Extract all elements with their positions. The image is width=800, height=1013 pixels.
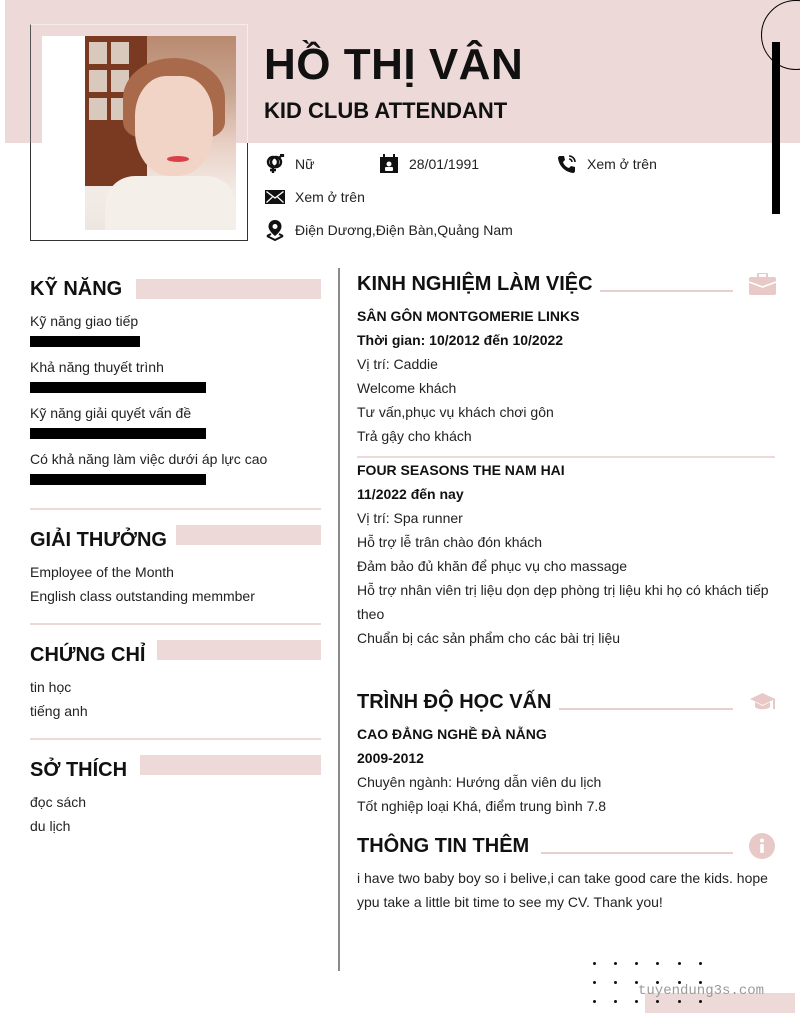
job-company: FOUR SEASONS THE NAM HAI: [357, 462, 565, 478]
hobbies-heading: SỞ THÍCH: [30, 759, 128, 781]
skill-level-bar: [30, 382, 206, 393]
contact-phone: [557, 154, 657, 174]
job-detail: Tư vấn,phục vụ khách chơi gôn: [357, 404, 554, 420]
section-separator: [30, 508, 321, 510]
photo-mask: [42, 36, 85, 230]
section-separator: [30, 623, 321, 625]
watermark: tuyendung3s.com: [638, 983, 765, 999]
location-pin-icon: [265, 220, 285, 240]
awards-heading-bar: [176, 525, 321, 545]
job-detail: Hỗ trợ lễ trân chào đón khách: [357, 534, 543, 550]
email-value: Xem ở trên: [295, 189, 365, 205]
skill-level-bar: [30, 336, 140, 347]
birthday-value: 28/01/1991: [409, 156, 480, 172]
education-heading-line: [559, 708, 733, 710]
info-icon: [749, 833, 775, 864]
job-detail: Welcome khách: [357, 380, 457, 396]
avatar: [85, 36, 236, 230]
hobby-item: đọc sách: [30, 794, 87, 810]
gender-value: Nữ: [295, 156, 315, 172]
school-name: CAO ĐẲNG NGHỀ ĐÀ NẴNG: [357, 726, 547, 742]
education-detail: Chuyên ngành: Hướng dẫn viên du lịch: [357, 774, 602, 790]
award-item: Employee of the Month: [30, 564, 174, 580]
job-detail: Hỗ trợ nhân viên trị liệu dọn dẹp phòng trị liệu khi họ có khách tiếp theo: [357, 582, 769, 622]
briefcase-icon: [749, 273, 776, 300]
awards-heading: GIẢI THƯỞNG: [30, 529, 167, 551]
certificate-item: tiếng anh: [30, 703, 88, 719]
skill-level-bar: [30, 428, 206, 439]
job-detail: Chuẩn bị các sản phẩm cho các bài trị liệu: [357, 630, 621, 646]
job-detail: Trả gậy cho khách: [357, 428, 472, 444]
additional-text: i have two baby boy so i belive,i can take good care the kids. hope ypu take a little bit time to see my CV. Thank you!: [357, 870, 768, 910]
job-period: 11/2022 đến nay: [357, 486, 464, 502]
contact-address: [265, 220, 513, 240]
job-detail: Vị trí: Spa runner: [357, 510, 463, 526]
contact-email: [265, 187, 365, 207]
contact-gender: [265, 154, 314, 174]
hobby-item: du lịch: [30, 818, 71, 834]
job-detail: Đảm bảo đủ khăn để phục vụ cho massage: [357, 558, 628, 574]
hobbies-heading-bar: [140, 755, 321, 775]
award-item: English class outstanding memmber: [30, 588, 255, 604]
column-divider: [338, 268, 340, 971]
education-detail: Tốt nghiệp loại Khá, điểm trung bình 7.8: [357, 798, 607, 814]
skills-heading-bar: [136, 279, 321, 299]
address-value: Điện Dương,Điện Bàn,Quảng Nam: [295, 222, 513, 238]
certificate-item: tin học: [30, 679, 72, 695]
phone-value: Xem ở trên: [587, 156, 657, 172]
education-period: 2009-2012: [357, 750, 424, 766]
job-title: KID CLUB ATTENDANT: [264, 98, 508, 123]
calendar-icon: [379, 154, 399, 174]
job-period: Thời gian: 10/2012 đến 10/2022: [357, 332, 564, 348]
education-heading: TRÌNH ĐỘ HỌC VẤN: [357, 691, 552, 713]
envelope-icon: [265, 187, 285, 207]
candidate-name: HỒ THỊ VÂN: [264, 40, 524, 89]
graduation-cap-icon: [749, 692, 776, 717]
experience-heading: KINH NGHIỆM LÀM VIỆC: [357, 273, 593, 295]
additional-heading-line: [541, 852, 733, 854]
decorative-bar: [772, 42, 780, 214]
phone-icon: [557, 154, 577, 174]
job-company: SÂN GÔN MONTGOMERIE LINKS: [357, 308, 580, 324]
skill-level-bar: [30, 474, 206, 485]
job-detail: Vị trí: Caddie: [357, 356, 438, 372]
skill-label: Có khả năng làm việc dưới áp lực cao: [30, 451, 268, 467]
skills-heading: KỸ NĂNG: [30, 278, 123, 300]
additional-heading: THÔNG TIN THÊM: [357, 835, 530, 857]
contact-birthday: [379, 154, 479, 174]
skill-label: Khả năng thuyết trình: [30, 359, 164, 375]
certificates-heading-bar: [157, 640, 321, 660]
experience-heading-line: [600, 290, 733, 292]
skill-label: Kỹ năng giải quyết vấn đề: [30, 405, 192, 421]
job-separator: [357, 456, 775, 458]
gender-icon: [265, 154, 285, 174]
section-separator: [30, 738, 321, 740]
skill-label: Kỹ năng giao tiếp: [30, 313, 139, 329]
certificates-heading: CHỨNG CHỈ: [30, 644, 146, 666]
